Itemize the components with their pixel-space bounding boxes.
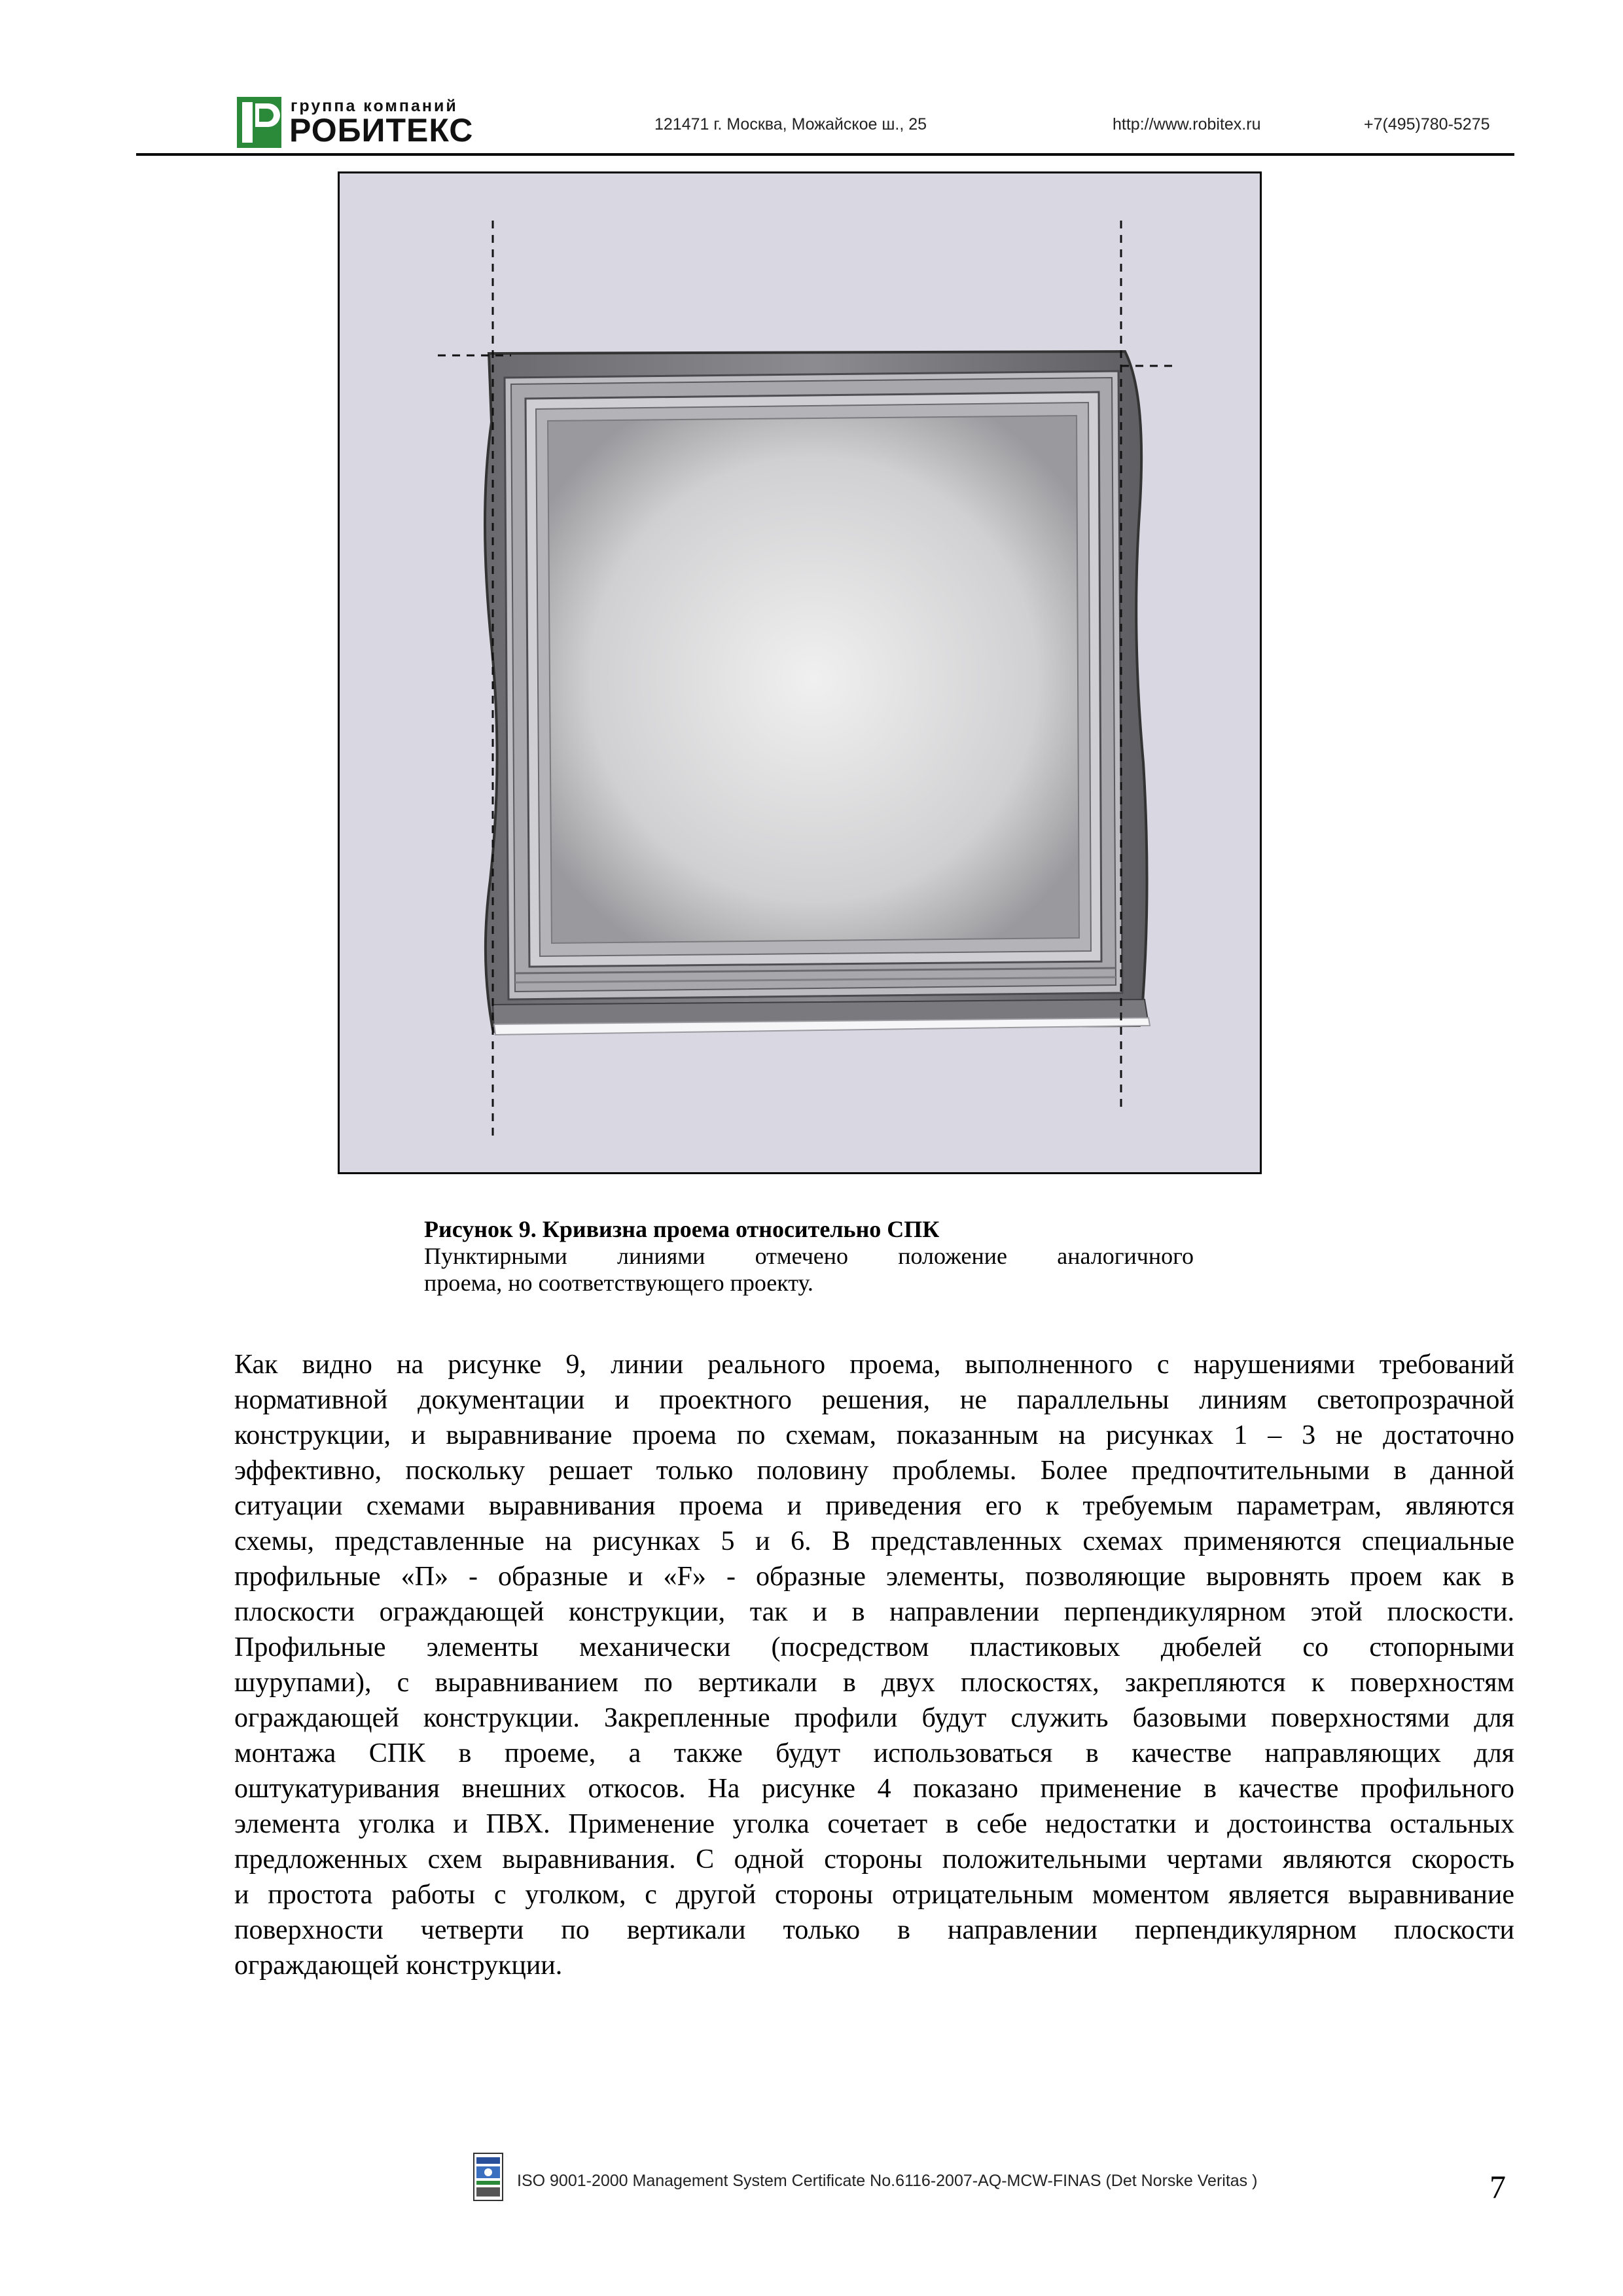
robitex-logo-icon	[237, 97, 281, 148]
body-line: ограждающей конструкции. Закрепленные профили будут служить базовыми поверхностями для	[234, 1703, 1514, 1733]
body-line: Как видно на рисунке 9, линии реального проема, выполненного с нарушениями требований	[234, 1350, 1514, 1380]
body-line: монтажа СПК в проеме, а также будут использоваться в качестве направляющих для	[234, 1738, 1514, 1768]
body-line: эффективно, поскольку решает только половину проблемы. Более предпочтительными в данной	[234, 1456, 1514, 1486]
body-paragraph	[234, 1347, 1514, 1983]
body-line: Профильные элементы механически (посредством пластиковых дюбелей со стопорными	[234, 1632, 1514, 1662]
body-line: схемы, представленные на рисунках 5 и 6. В представленных схемах применяются специальные	[234, 1526, 1514, 1556]
body-line: поверхности четверти по вертикали только в направлении перпендикулярном плоскости	[234, 1915, 1514, 1945]
body-line: и простота работы с уголком, с другой стороны отрицательным моментом является выравнивание	[234, 1880, 1514, 1910]
footer-certificate: ISO 9001-2000 Management System Certificate No.6116-2007-AQ-MCW-FINAS (Det Norske Veritas )	[517, 2172, 1258, 2190]
body-line: нормативной документации и проектного решения, не параллельны линиям светопрозрачной	[234, 1385, 1514, 1415]
header-divider	[136, 153, 1514, 156]
caption-text-line: проема, но соответствующего проекту.	[424, 1270, 813, 1296]
body-line: шурупами), с выравниванием по вертикали в двух плоскостях, закрепляются к поверхностям	[234, 1668, 1514, 1698]
company-logo	[237, 96, 486, 149]
caption-title: Рисунок 9. Кривизна проема относительно СПК	[424, 1216, 940, 1242]
page-number: 7	[1489, 2168, 1506, 2205]
header-website[interactable]: http://www.robitex.ru	[1113, 115, 1261, 134]
body-line: конструкции, и выравнивание проема по схемам, показанным на рисунках 1 – 3 не достаточно	[234, 1420, 1514, 1450]
company-tagline: группа компаний	[291, 97, 458, 115]
window-glass	[548, 416, 1079, 943]
body-line: предложенных схем выравнивания. С одной стороны положительными чертами являются скорость	[234, 1844, 1514, 1874]
body-line: элемента уголка и ПВХ. Применение уголка сочетает в себе недостатки и достоинства остальных	[234, 1809, 1514, 1839]
caption-text-line: Пунктирными линиями отмечено положение аналогичного	[424, 1243, 1194, 1269]
window-opening-illustration	[340, 173, 1260, 1172]
body-line: оштукатуривания внешних откосов. На рисунке 4 показано применение в качестве профильного	[234, 1774, 1514, 1804]
company-name: РОБИТЕКС	[289, 112, 474, 149]
body-line: ситуации схемами выравнивания проема и приведения его к требуемым параметрам, являются	[234, 1491, 1514, 1521]
figure-caption	[424, 1216, 1194, 1297]
figure-window-opening	[338, 171, 1262, 1174]
body-line: плоскости ограждающей конструкции, так и в направлении перпендикулярном этой плоскости.	[234, 1597, 1514, 1627]
body-line: ограждающей конструкции.	[234, 1950, 563, 1981]
header-phone: +7(495)780-5275	[1364, 115, 1490, 134]
certification-badge-icon	[473, 2152, 504, 2202]
header-address: 121471 г. Москва, Можайское ш., 25	[654, 115, 927, 134]
body-line: профильные «П» - образные и «F» - образные элементы, позволяющие выровнять проем как в	[234, 1562, 1514, 1592]
